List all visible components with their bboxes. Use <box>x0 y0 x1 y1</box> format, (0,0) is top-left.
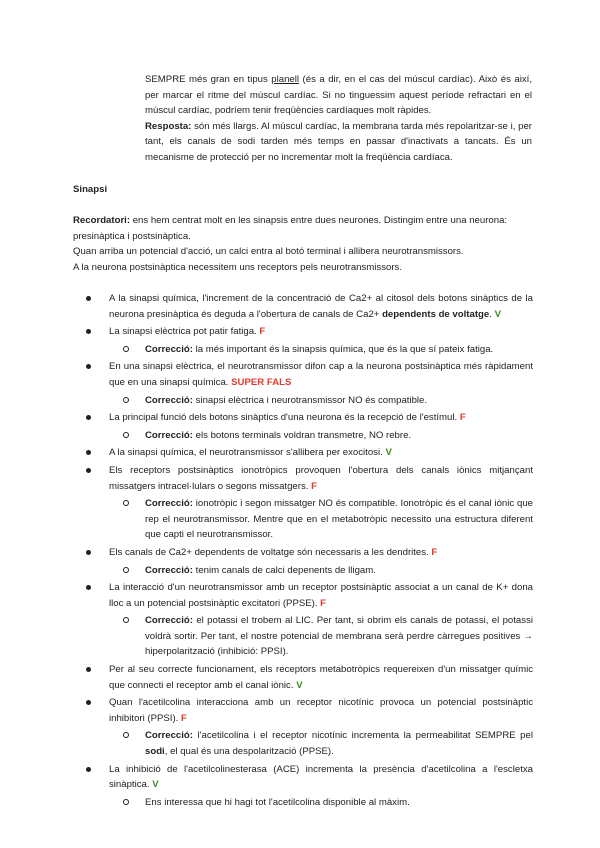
sub-bullet-icon <box>123 500 129 506</box>
bullet-icon <box>86 296 91 301</box>
list-item: La interacció d'un neurotransmissor amb un receptor postsinàptic associat a un canal de K+ dona lloc a un potencial postsinàptic excitatori (PPSE). F <box>73 580 533 611</box>
sub-bullet-icon <box>123 397 129 403</box>
list-item: Quan l'acetilcolina interacciona amb un receptor nicotínic provoca un potencial postsinàptic inhibitori (PPSI). F <box>73 695 533 726</box>
sub-bullet-icon <box>123 432 129 438</box>
correction-item: Correcció: ionotròpic i segon missatger NO és compatible. Ionotròpic és el canal iònic que rep el neurotransmissor. Mentre que en el metabotròpic necessito una estructura diferent que capti el neurotransmissor. <box>73 496 533 543</box>
section-heading: Sinapsi <box>73 184 108 195</box>
sub-bullet-icon <box>123 617 129 623</box>
false-mark: F <box>459 412 466 424</box>
resposta-label: Resposta: <box>145 120 192 132</box>
false-mark: F <box>320 597 327 609</box>
bullet-icon <box>86 329 91 334</box>
sub-bullet-icon <box>123 799 129 805</box>
bullet-icon <box>86 767 91 772</box>
list-item: Els canals de Ca2+ dependents de voltatge són necessaris a les dendrites. F <box>73 545 533 561</box>
recordatori-block: Recordatori: ens hem centrat molt en les sinapsis entre dues neurones. Distingim entre una neurona: presinàptica i postsinàptica. Quan arriba un potencial d'acció, un calci entra al botó terminal i allibera neurotransmissors. A la neurona postsinàptica necessitem uns receptors pels neurotransmissors. <box>73 215 508 273</box>
statements-list <box>73 291 533 812</box>
intro-paragraph: SEMPRE més gran en tipus planell (és a dir, en el cas del múscul cardíac). Això és així, per marcar el ritme del múscul cardíac. Si no tinguessim aquest període refractari en el múscul cardíac, podríem tenir freqüències cardíaques molt ràpides. <box>145 74 532 117</box>
super-false-mark: SUPER FALS <box>231 376 292 388</box>
list-item: A la sinapsi química, el neurotransmissor s'allibera per exocitosi. V <box>73 445 533 461</box>
bullet-icon <box>86 667 91 672</box>
list-item: En una sinapsi elèctrica, el neurotransmissor difon cap a la neurona postsinàptica més ràpidament que en una sinapsi química. SUPER FALS <box>73 359 533 390</box>
list-item: La principal funció dels botons sinàptics d'una neurona és la recepció de l'estímul. F <box>73 410 533 426</box>
true-mark: V <box>494 308 501 320</box>
bullet-icon <box>86 468 91 473</box>
sub-bullet-icon <box>123 346 129 352</box>
note-item: Ens interessa que hi hagi tot l'acetilcolina disponible al màxim. <box>73 795 533 811</box>
correction-item: Correcció: la més important és la sinapsis química, que és la que sí pateix fatiga. <box>73 342 533 358</box>
intro-block <box>145 72 532 166</box>
list-item: Per al seu correcte funcionament, els receptors metabotròpics requereixen d'un missatger químic que connecti el receptor amb el canal iònic. V <box>73 662 533 693</box>
correction-item: Correcció: tenim canals de calci depenents de lligam. <box>73 563 533 579</box>
bullet-icon <box>86 364 91 369</box>
recordatori-label: Recordatori: <box>73 215 131 226</box>
list-item: La sinapsi elèctrica pot patir fatiga. F <box>73 324 533 340</box>
false-mark: F <box>431 546 438 558</box>
list-item: La inhibició de l'acetilcolinesterasa (ACE) incrementa la presència d'acetilcolina a l'escletxa sinàptica. V <box>73 762 533 793</box>
list-item: A la sinapsi química, l'increment de la concentració de Ca2+ al citosol dels botons sinàptics de la neurona presinàptica és deguda a l'obertura de canals de Ca2+ dependents de voltatge. V <box>73 291 533 322</box>
bullet-icon <box>86 450 91 455</box>
correction-item: Correcció: els botons terminals voldran transmetre, NO rebre. <box>73 428 533 444</box>
list-item: Els receptors postsinàptics ionotròpics provoquen l'obertura dels canals iònics mitjançant missatgers intracel·lulars o segons missatgers. F <box>73 463 533 494</box>
resposta-paragraph: Resposta: són més llargs. Al múscul cardíac, la membrana tarda més repolaritzar-se i, per tant, els canals de sodi tarden més temps en passar d'inactivats a tancats. És un mecanisme de protecció per no incrementar molt la freqüència cardíaca. <box>145 120 532 163</box>
bullet-icon <box>86 415 91 420</box>
bullet-icon <box>86 550 91 555</box>
correction-item: Correcció: l'acetilcolina i el receptor nicotínic incrementa la permeabilitat SEMPRE pel sodi, el qual és una despolarització (PPSE). <box>73 728 533 759</box>
false-mark: F <box>311 480 317 492</box>
false-mark: F <box>180 712 187 724</box>
sub-bullet-icon <box>123 567 129 573</box>
true-mark: V <box>296 679 303 691</box>
correction-item: Correcció: el potassi el trobem al LIC. Per tant, si obrim els canals de potassi, el potassi voldrà sortir. Per tant, el nostre potencial de membrana serà perdre càrregues positives → hiperpolarització (inhibició: PPSI). <box>73 613 533 660</box>
bullet-icon <box>86 585 91 590</box>
bullet-icon <box>86 700 91 705</box>
underlined-term: planell <box>271 74 300 85</box>
false-mark: F <box>259 326 266 338</box>
correction-item: Correcció: sinapsi elèctrica i neurotransmissor NO és compatible. <box>73 393 533 409</box>
true-mark: V <box>152 779 159 791</box>
true-mark: V <box>385 447 392 459</box>
sub-bullet-icon <box>123 732 129 738</box>
